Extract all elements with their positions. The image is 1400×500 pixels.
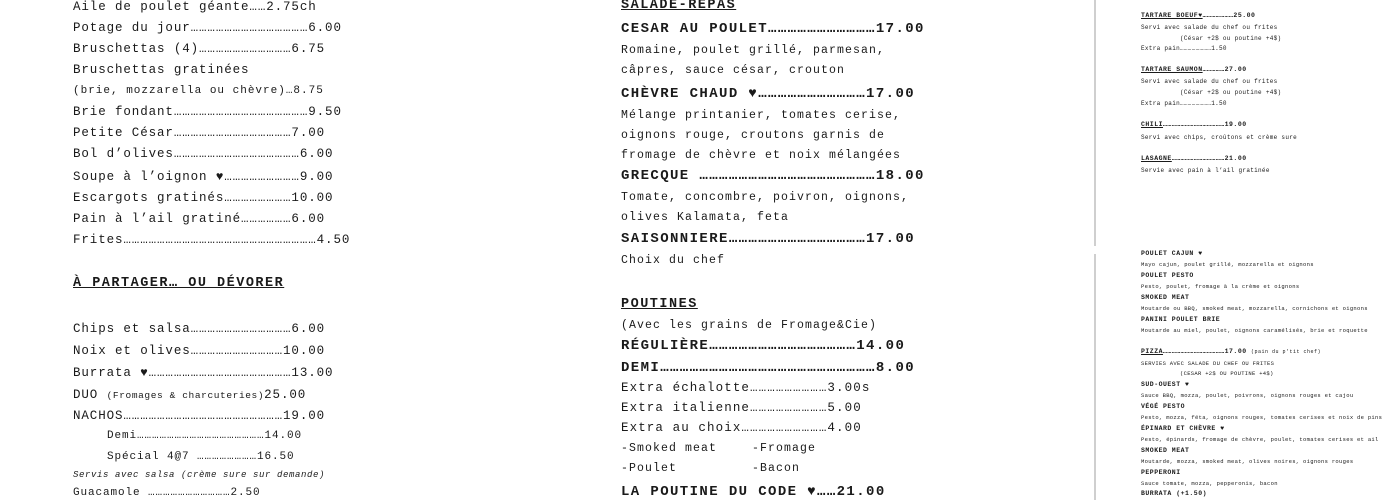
section-title: POUTINES: [621, 297, 698, 312]
menu-item: Frites……………………………………………………………4.50: [73, 233, 351, 247]
menu-item: CESAR AU POULET……………………………17.00: [621, 21, 925, 37]
menu-item: Escargots gratinés……………………10.00: [73, 191, 334, 205]
page-divider: [1094, 254, 1096, 500]
duo-price: 25.00: [264, 388, 307, 402]
page-divider: [1094, 0, 1096, 246]
menu-extra: Extra au choix…………………………4.00: [621, 421, 862, 435]
menu-desc: fromage de chèvre et noix mélangées: [621, 149, 902, 162]
menu-item-name: CHILI: [1141, 121, 1164, 128]
panini-name: SMOKED MEAT: [1141, 294, 1190, 301]
pizza-desc: Pesto, mozza, féta, oignons rouges, tomates cerises et noix de pins: [1141, 414, 1383, 421]
menu-item: Bol d’olives………………………………………6.00: [73, 147, 334, 161]
menu-item: Brie fondant…………………………………………9.50: [73, 105, 342, 119]
pizza-serv: (CESAR +2$ OU POUTINE +4$): [1180, 370, 1274, 377]
menu-desc: Romaine, poulet grillé, parmesan,: [621, 44, 886, 57]
pizza-desc: Sauce tomate, mozza, pepperonis, bacon: [1141, 480, 1278, 487]
menu-item-price: …………………25.00: [1202, 12, 1256, 19]
menu-desc: Servi avec salade du chef ou frites: [1141, 24, 1278, 31]
section-title: À PARTAGER… OU DÉVORER: [73, 276, 285, 291]
menu-item-duo: [73, 388, 306, 402]
panini-name: POULET PESTO: [1141, 272, 1194, 279]
pizza-price: ……………………………………17.00: [1163, 348, 1247, 355]
pizza-name: SMOKED MEAT: [1141, 447, 1190, 454]
menu-item: Burrata ♥……………………………………………13.00: [73, 366, 334, 380]
section-title: SALADE-REPAS: [621, 0, 737, 13]
pizza-name: VÉGÉ PESTO: [1141, 403, 1186, 410]
pizza-name: SUD-OUEST ♥: [1141, 381, 1190, 388]
menu-item: GRECQUE ………………………………………………18.00: [621, 168, 925, 184]
menu-item: Noix et olives……………………………10.00: [73, 344, 326, 358]
menu-item-price: ………………………………21.00: [1171, 155, 1247, 162]
menu-note: (Avec les grains de Fromage&Cie): [621, 319, 878, 332]
menu-desc: Servi avec salade du chef ou frites: [1141, 78, 1278, 85]
panini-desc: Moutarde au miel, poulet, oignons caramélisés, brie et roquette: [1141, 327, 1368, 334]
duo-note: (Fromages & charcuteries): [106, 390, 265, 401]
panini-desc: Pesto, poulet, fromage à la crème et oignons: [1141, 283, 1300, 290]
pizza-desc: Pesto, épinards, fromage de chèvre, poulet, tomates cerises et ail: [1141, 436, 1379, 443]
pizza-note: (pain du p'tit chef): [1251, 349, 1322, 355]
pizza-desc: Moutarde, mozza, smoked meat, olives noires, oignons rouges: [1141, 458, 1354, 465]
menu-item: NACHOS…………………………………………………19.00: [73, 409, 326, 423]
pizza-name: BURRATA (+1.50): [1141, 490, 1208, 497]
menu-desc: olives Kalamata, feta: [621, 211, 790, 224]
panini-name: PANINI POULET BRIE: [1141, 316, 1221, 323]
menu-item: Guacamole ……………………………2.50: [73, 487, 261, 499]
menu-item-detail: (brie, mozzarella ou chèvre)…8.75: [73, 85, 324, 97]
menu-item: Bruschettas gratinées: [73, 63, 250, 77]
menu-item: Chips et salsa………………………………6.00: [73, 322, 326, 336]
menu-item-name: TARTARE SAUMON: [1141, 66, 1203, 73]
menu-desc: Mélange printanier, tomates cerise,: [621, 109, 902, 122]
panini-name: POULET CAJUN ♥: [1141, 250, 1203, 257]
pizza-title: PIZZA: [1141, 348, 1164, 355]
menu-desc: Extra pain……………………1.50: [1141, 45, 1227, 52]
menu-item: Pain à l’ail gratiné………………6.00: [73, 212, 326, 226]
duo-label: DUO: [73, 388, 99, 402]
menu-sub-item: Demi……………………………………………14.00: [107, 430, 303, 442]
pizza-name: ÉPINARD ET CHÈVRE ♥: [1141, 425, 1225, 432]
menu-desc: (César +2$ ou poutine +4$): [1180, 35, 1282, 42]
panini-desc: Mayo cajun, poulet grillé, mozzarella et oignons: [1141, 261, 1314, 268]
menu-sub-item: Spécial 4@7 ……………………16.50: [107, 451, 295, 463]
menu-desc: câpres, sauce césar, crouton: [621, 64, 846, 77]
menu-desc: Servi avec chips, croûtons et crème sure: [1141, 134, 1298, 141]
menu-desc: oignons rouge, croutons garnis de: [621, 129, 886, 142]
pizza-name: PEPPERONI: [1141, 469, 1181, 476]
menu-item: RÉGULIÈRE………………………………………14.00: [621, 338, 906, 354]
menu-item: CHÈVRE CHAUD ♥……………………………17.00: [621, 86, 916, 102]
menu-item-price: ……………………………………19.00: [1163, 121, 1247, 128]
menu-desc: Choix du chef: [621, 254, 726, 267]
menu-desc: Servie avec pain à l’ail gratinée: [1141, 167, 1270, 174]
menu-item: Bruschettas (4)……………………………6.75: [73, 42, 326, 56]
menu-desc: Extra pain……………………1.50: [1141, 100, 1227, 107]
menu-item: Potage du jour……………………………………6.00: [73, 21, 342, 35]
menu-desc: (César +2$ ou poutine +4$): [1180, 89, 1282, 96]
menu-note: Servis avec salsa (crème sure sur demande): [73, 470, 326, 480]
menu-choice: -Fromage: [752, 442, 817, 455]
menu-item-price: ……………27.00: [1202, 66, 1247, 73]
pizza-serv: SERVIES AVEC SALADE DU CHEF OU FRITES: [1141, 360, 1275, 367]
menu-item: LA POUTINE DU CODE ♥……21.00: [621, 484, 886, 500]
menu-item: Soupe à l’oignon ♥………………………9.00: [73, 170, 334, 184]
menu-choice: -Smoked meat: [621, 442, 718, 455]
menu-desc: Tomate, concombre, poivron, oignons,: [621, 191, 910, 204]
menu-extra: Extra échalotte………………………3.00s: [621, 381, 871, 395]
menu-item-name: TARTARE BOEUF♥: [1141, 12, 1203, 19]
menu-item: DEMI…………………………………………………………8.00: [621, 360, 916, 376]
pizza-desc: Sauce BBQ, mozza, poulet, poivrons, oignons rouges et cajou: [1141, 392, 1354, 399]
menu-item: SAISONNIERE……………………………………17.00: [621, 231, 916, 247]
panini-desc: Moutarde ou BBQ, smoked meat, mozzarella, cornichons et oignons: [1141, 305, 1368, 312]
menu-choice: -Poulet: [621, 462, 678, 475]
menu-item: Aile de poulet géante……2.75ch: [73, 0, 317, 14]
menu-choice: -Bacon: [752, 462, 801, 475]
menu-item-name: LASAGNE: [1141, 155, 1172, 162]
menu-extra: Extra italienne………………………5.00: [621, 401, 862, 415]
menu-item: Petite César……………………………………7.00: [73, 126, 326, 140]
